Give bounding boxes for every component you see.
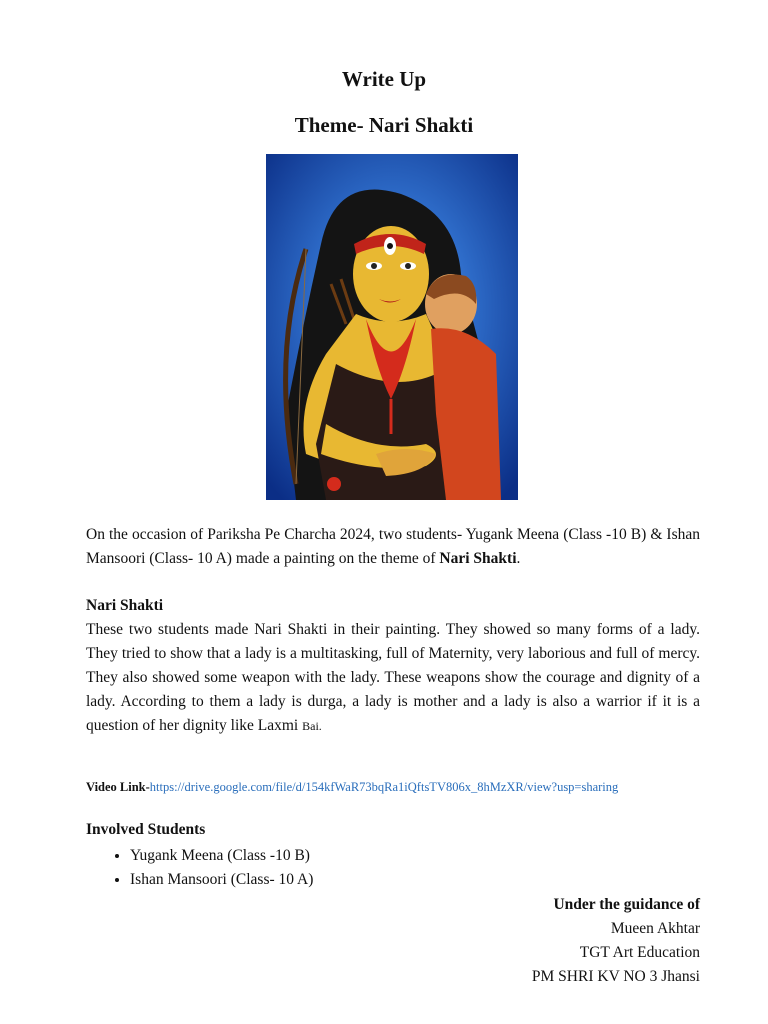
theme-title: Theme- Nari Shakti (294, 113, 474, 137)
students-list (108, 844, 313, 892)
video-link-label: Video Link- (86, 780, 150, 794)
section-body (86, 618, 700, 738)
nari-shakti-painting (266, 154, 518, 500)
video-link-line (86, 775, 700, 799)
intro-paragraph (86, 523, 700, 571)
guidance-name: Mueen Akhtar (610, 920, 700, 937)
intro-bold-text: Nari Shakti (439, 550, 517, 567)
video-link-url[interactable]: https://drive.google.com/file/d/154kfWaR73bqRa1iQftsTV806x_8hMzXR/view?usp=sharing (149, 780, 619, 794)
intro-end: . (516, 550, 521, 567)
guidance-heading: Under the guidance of (553, 896, 700, 913)
list-item: • Yugank Meena (Class -10 B) (130, 844, 313, 868)
section-body-text: These two students made Nari Shakti in their painting. They showed so many forms of a lady. They tried to show that a lady is a multitasking, full of Maternity, very laborious and full of mercy. They also showed some weapon with the lady. These weapons show the courage and dignity of a lady. According to them a lady is durga, a lady is mother and a lady is also a warrior if it is a question of her dignity like Laxmi (86, 621, 700, 734)
guidance-role: TGT Art Education (579, 944, 700, 961)
page-title: Write Up (341, 67, 427, 91)
intro-text: On the occasion of Pariksha Pe Charcha 2024, two students- Yugank Meena (Class -10 B) & Ishan Mansoori (Class- 10 A) made a painting on the theme of (86, 526, 700, 567)
section-heading: Nari Shakti (86, 597, 164, 614)
section-body-tail: Bai. (302, 719, 322, 733)
students-heading: Involved Students (86, 821, 206, 838)
guidance-block (532, 893, 700, 989)
list-item: • Ishan Mansoori (Class- 10 A) (130, 868, 313, 892)
guidance-school: PM SHRI KV NO 3 Jhansi (531, 968, 700, 985)
